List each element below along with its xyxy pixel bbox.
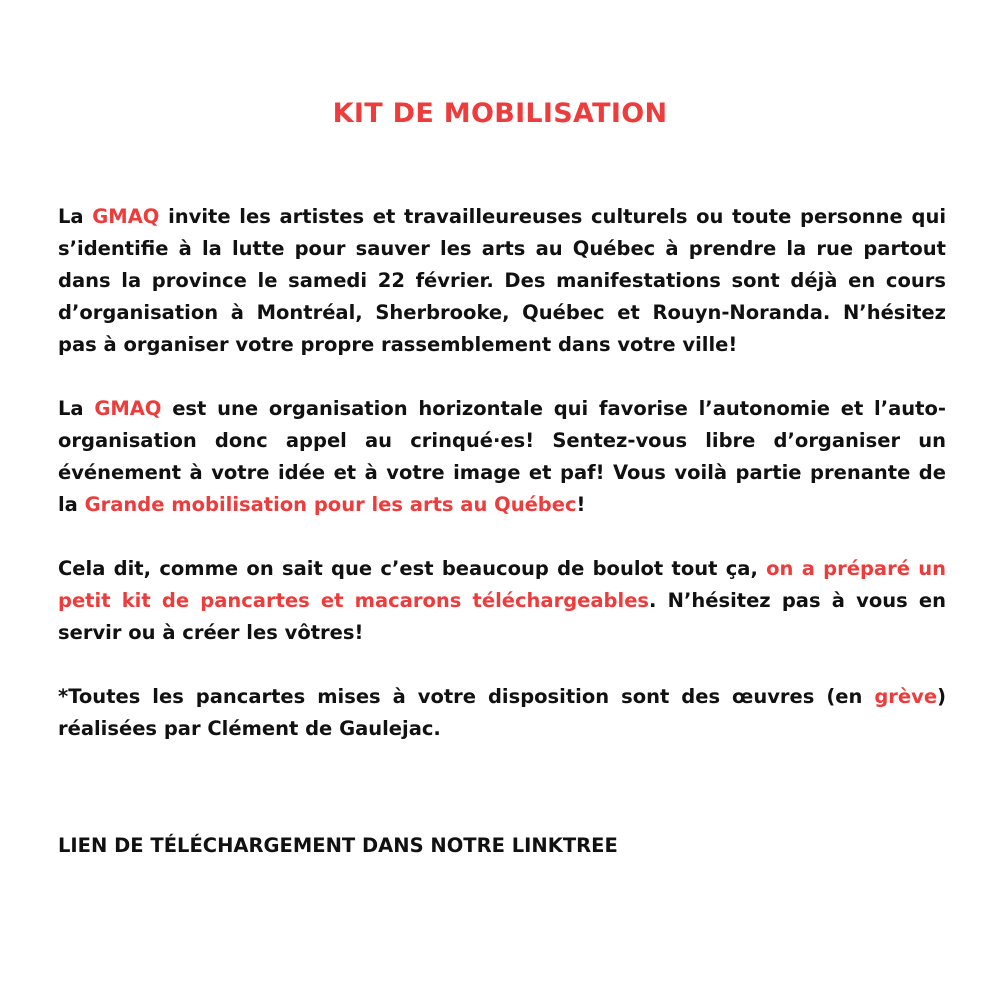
paragraph-organisation bbox=[58, 393, 946, 521]
paragraph-intro-text-2: invite les artistes et travailleureuses culturels ou toute personne qui s’identifie à la lutte pour sauver les arts au Québec à prendre la rue partout dans la province le samedi 22 février. Des manifestations sont déjà en cours d’organisation à Montréal, Sherbrooke, Québec et Rouyn-Noranda. N’hésitez pas à organiser votre propre rassemblement dans votre ville! bbox=[58, 205, 947, 356]
kit-highlight: on a préparé un petit kit de pancartes et macarons téléchargeables bbox=[58, 557, 946, 612]
page-title: KIT DE MOBILISATION bbox=[332, 98, 668, 129]
body-text bbox=[58, 201, 946, 745]
download-link-notice: LIEN DE TÉLÉCHARGEMENT DANS NOTRE LINKTREE bbox=[58, 834, 618, 857]
paragraph-organisation-text-2: est une organisation horizontale qui favorise l’autonomie et l’auto-organisation donc appel au crinqué·es! Sentez-vous libre d’organiser un événement à votre idée et à votre image et paf! Vous voilà partie prenante de la bbox=[58, 397, 946, 516]
paragraph-kit bbox=[58, 553, 946, 649]
paragraph-kit-text-2: . N’hésitez pas à vous en servir ou à créer les vôtres! bbox=[58, 589, 946, 644]
org-name-highlight: GMAQ bbox=[94, 397, 162, 420]
footnote-text-2: ) réalisées par Clément de Gaulejac. bbox=[58, 685, 946, 740]
footnote bbox=[58, 681, 946, 745]
paragraph-intro bbox=[58, 201, 946, 361]
paragraph-organisation-text-1: La bbox=[58, 397, 95, 420]
paragraph-intro-text-1: La bbox=[58, 205, 93, 228]
org-name-highlight: GMAQ bbox=[92, 205, 160, 228]
paragraph-organisation-text-3: ! bbox=[576, 493, 586, 516]
footnote-text-1: *Toutes les pancartes mises à votre disposition sont des œuvres (en bbox=[58, 685, 875, 708]
greve-highlight: grève bbox=[874, 685, 938, 708]
paragraph-kit-text-1: Cela dit, comme on sait que c’est beaucoup de boulot tout ça, bbox=[58, 557, 767, 580]
mobilisation-name-highlight: Grande mobilisation pour les arts au Québec bbox=[84, 493, 577, 516]
